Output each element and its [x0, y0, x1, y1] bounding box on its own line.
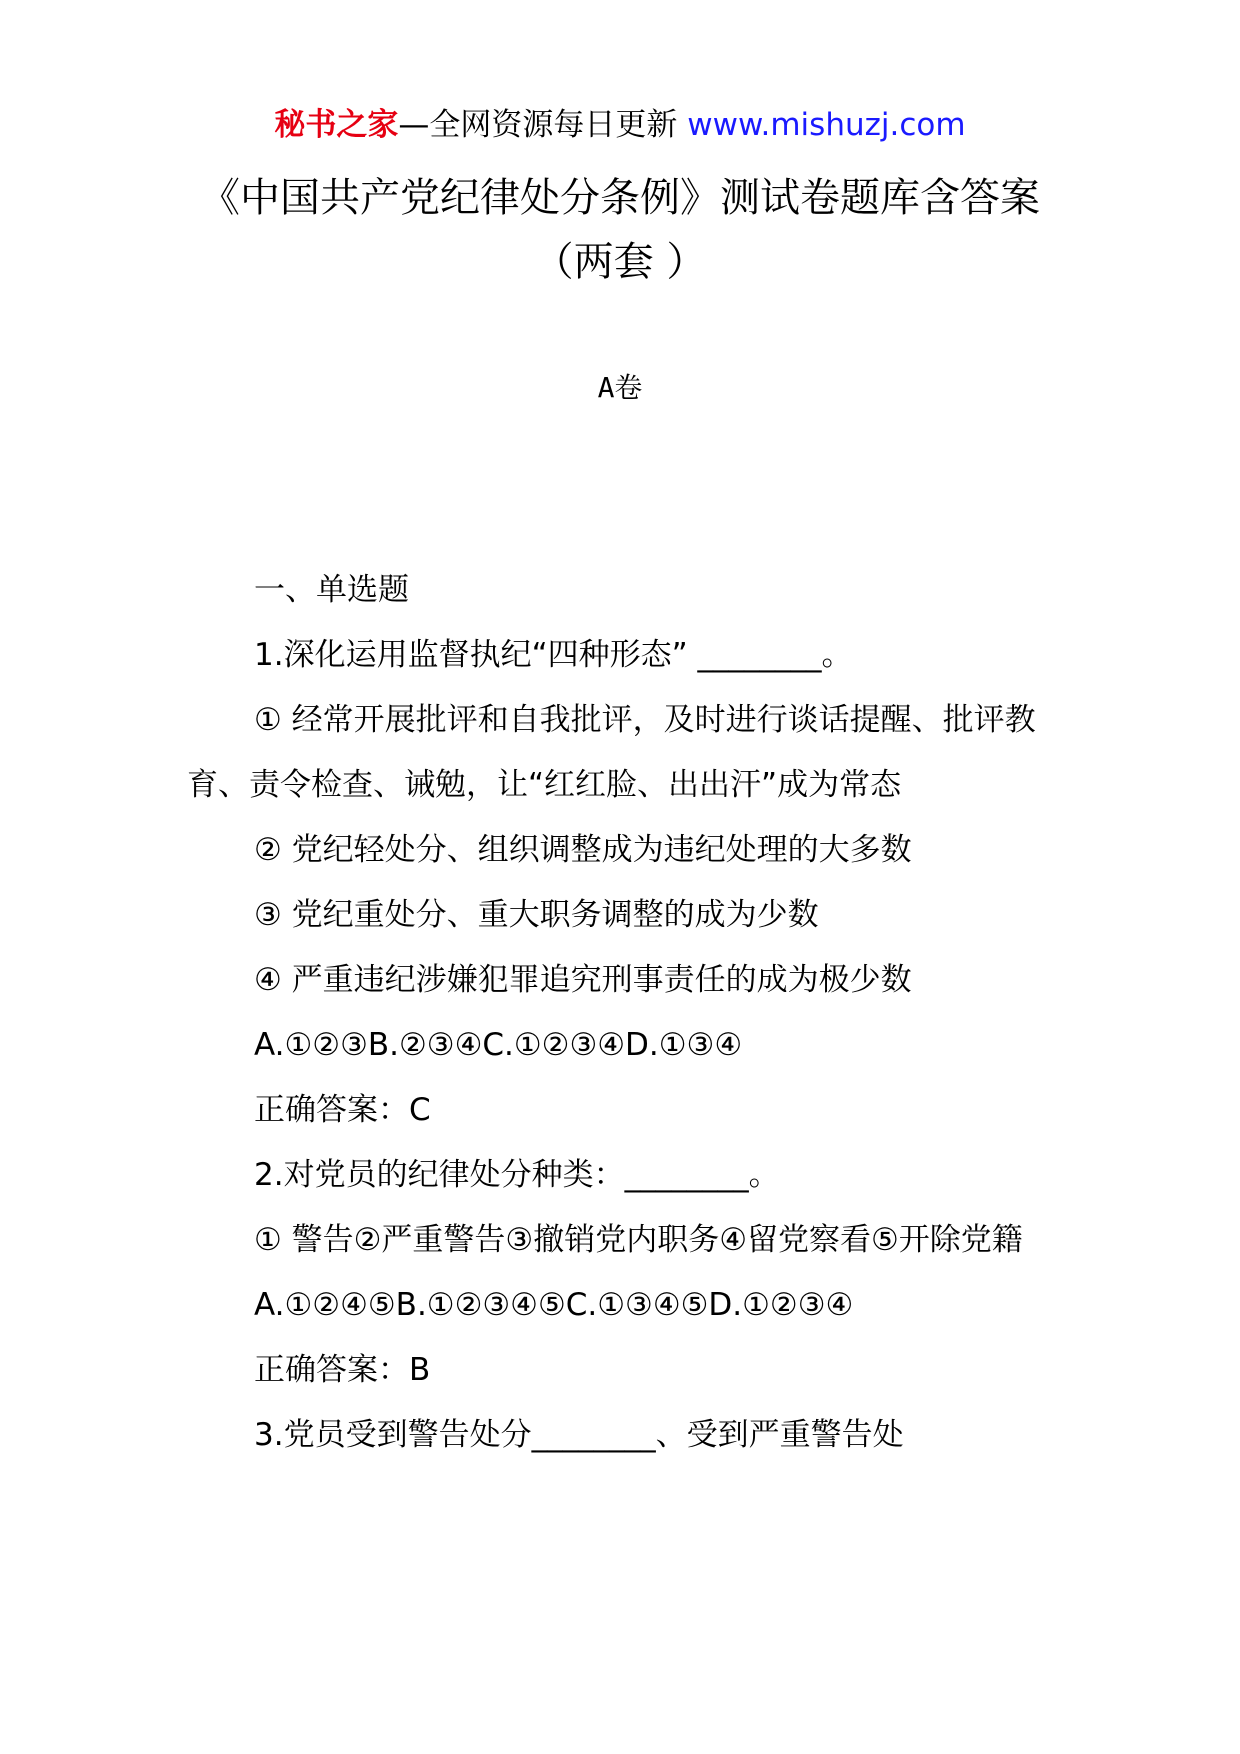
question-1-choices: A.①②③B.②③④C.①②③④D.①③④: [254, 1027, 743, 1063]
document-body: [187, 558, 1057, 1468]
question-1-answer: 正确答案：C: [254, 1092, 431, 1128]
question-2-answer: 正确答案：B: [254, 1352, 431, 1388]
site-header: [0, 104, 1240, 146]
brand-name: 秘书之家: [274, 107, 399, 143]
question-2-options: ① 警告②严重警告③撤销党内职务④留党察看⑤开除党籍: [254, 1222, 1023, 1258]
section-heading: 一、单选题: [254, 572, 409, 608]
document-title: 《中国共产党纪律处分条例》测试卷题库含答案（两套 ）: [200, 175, 1040, 285]
question-1-option-1: ① 经常开展批评和自我批评，及时进行谈话提醒、批评教育、责令检查、诫勉，让“红红脸、出出汗”成为常态: [187, 702, 1036, 803]
site-tagline: —全网资源每日更新: [398, 107, 678, 143]
question-1-option-4: ④ 严重违纪涉嫌犯罪追究刑事责任的成为极少数: [254, 962, 912, 998]
question-1-option-2: ② 党纪轻处分、组织调整成为违纪处理的大多数: [254, 832, 912, 868]
question-1-stem: 1.深化运用监督执纪“四种形态” ________。: [254, 637, 853, 673]
question-2-choices: A.①②④⑤B.①②③④⑤C.①③④⑤D.①②③④: [254, 1287, 854, 1323]
question-2-stem: 2.对党员的纪律处分种类：________。: [254, 1157, 780, 1193]
site-url[interactable]: www.mishuzj.com: [687, 107, 966, 143]
question-1-option-3: ③ 党纪重处分、重大职务调整的成为少数: [254, 897, 819, 933]
volume-label: A卷: [597, 371, 643, 404]
question-3-stem: 3.党员受到警告处分________、受到严重警告处: [254, 1417, 904, 1453]
